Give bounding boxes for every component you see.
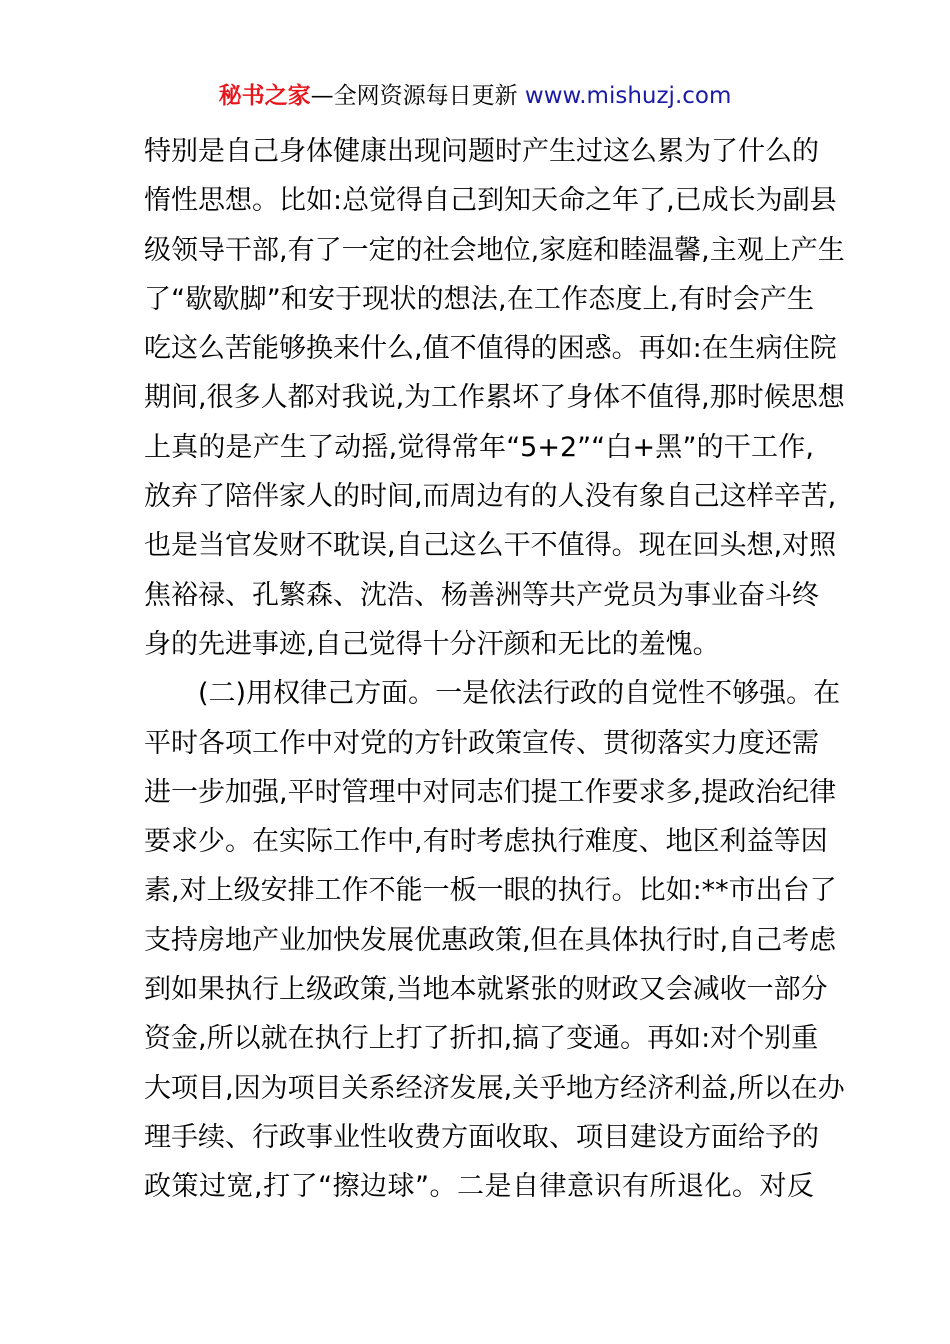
text-line: 素,对上级安排工作不能一板一眼的执行。比如:**市出台了 <box>144 875 837 907</box>
page-header <box>0 80 950 112</box>
text-line: 期间,很多人都对我说,为工作累坏了身体不值得,那时候思想 <box>144 382 845 414</box>
text-line: 资金,所以就在执行上打了折扣,搞了变通。再如:对个别重 <box>144 1023 819 1055</box>
text-line: 支持房地产业加快发展优惠政策,但在具体执行时,自己考虑 <box>144 924 837 956</box>
text-line: 级领导干部,有了一定的社会地位,家庭和睦温馨,主观上产生 <box>144 234 845 266</box>
site-url-link[interactable]: www.mishuzj.com <box>524 83 732 109</box>
text-line: 特别是自己身体健康出现问题时产生过这么累为了什么的 <box>144 136 819 167</box>
text-line: 吃这么苦能够换来什么,值不值得的困惑。再如:在生病住院 <box>144 333 837 365</box>
text-line: 平时各项工作中对党的方针政策宣传、贯彻落实力度还需 <box>144 727 819 759</box>
text-line: 也是当官发财不耽误,自己这么干不值得。现在回头想,对照 <box>144 530 837 562</box>
text-line-paragraph-end: 身的先进事迹,自己觉得十分汗颜和无比的羞愧。 <box>144 628 720 660</box>
brand-name: 秘书之家 <box>218 83 311 109</box>
text-line: 了“歇歇脚”和安于现状的想法,在工作态度上,有时会产生 <box>144 283 814 315</box>
text-line: 到如果执行上级政策,当地本就紧张的财政又会减收一部分 <box>144 974 828 1006</box>
text-line: 上真的是产生了动摇,觉得常年“5+2”“白+黑”的干工作, <box>144 431 814 463</box>
text-line: 理手续、行政事业性收费方面收取、项目建设方面给予的 <box>144 1121 819 1153</box>
document-body <box>144 127 845 1212</box>
text-line: 惰性思想。比如:总觉得自己到知天命之年了,已成长为副县 <box>144 185 837 217</box>
text-line: 焦裕禄、孔繁森、沈浩、杨善洲等共产党员为事业奋斗终 <box>144 579 819 611</box>
text-line: 政策过宽,打了“擦边球”。二是自律意识有所退化。对反 <box>144 1171 814 1203</box>
text-line: 放弃了陪伴家人的时间,而周边有的人没有象自己这样辛苦, <box>144 481 837 513</box>
text-line: 进一步加强,平时管理中对同志们提工作要求多,提政治纪律 <box>144 776 837 808</box>
text-line: 大项目,因为项目关系经济发展,关乎地方经济利益,所以在办 <box>144 1072 845 1104</box>
header-tagline: —全网资源每日更新 <box>310 83 518 109</box>
text-line-paragraph-start: (二)用权律己方面。一是依法行政的自觉性不够强。在 <box>198 678 841 710</box>
text-line: 要求少。在实际工作中,有时考虑执行难度、地区利益等因 <box>144 826 828 858</box>
